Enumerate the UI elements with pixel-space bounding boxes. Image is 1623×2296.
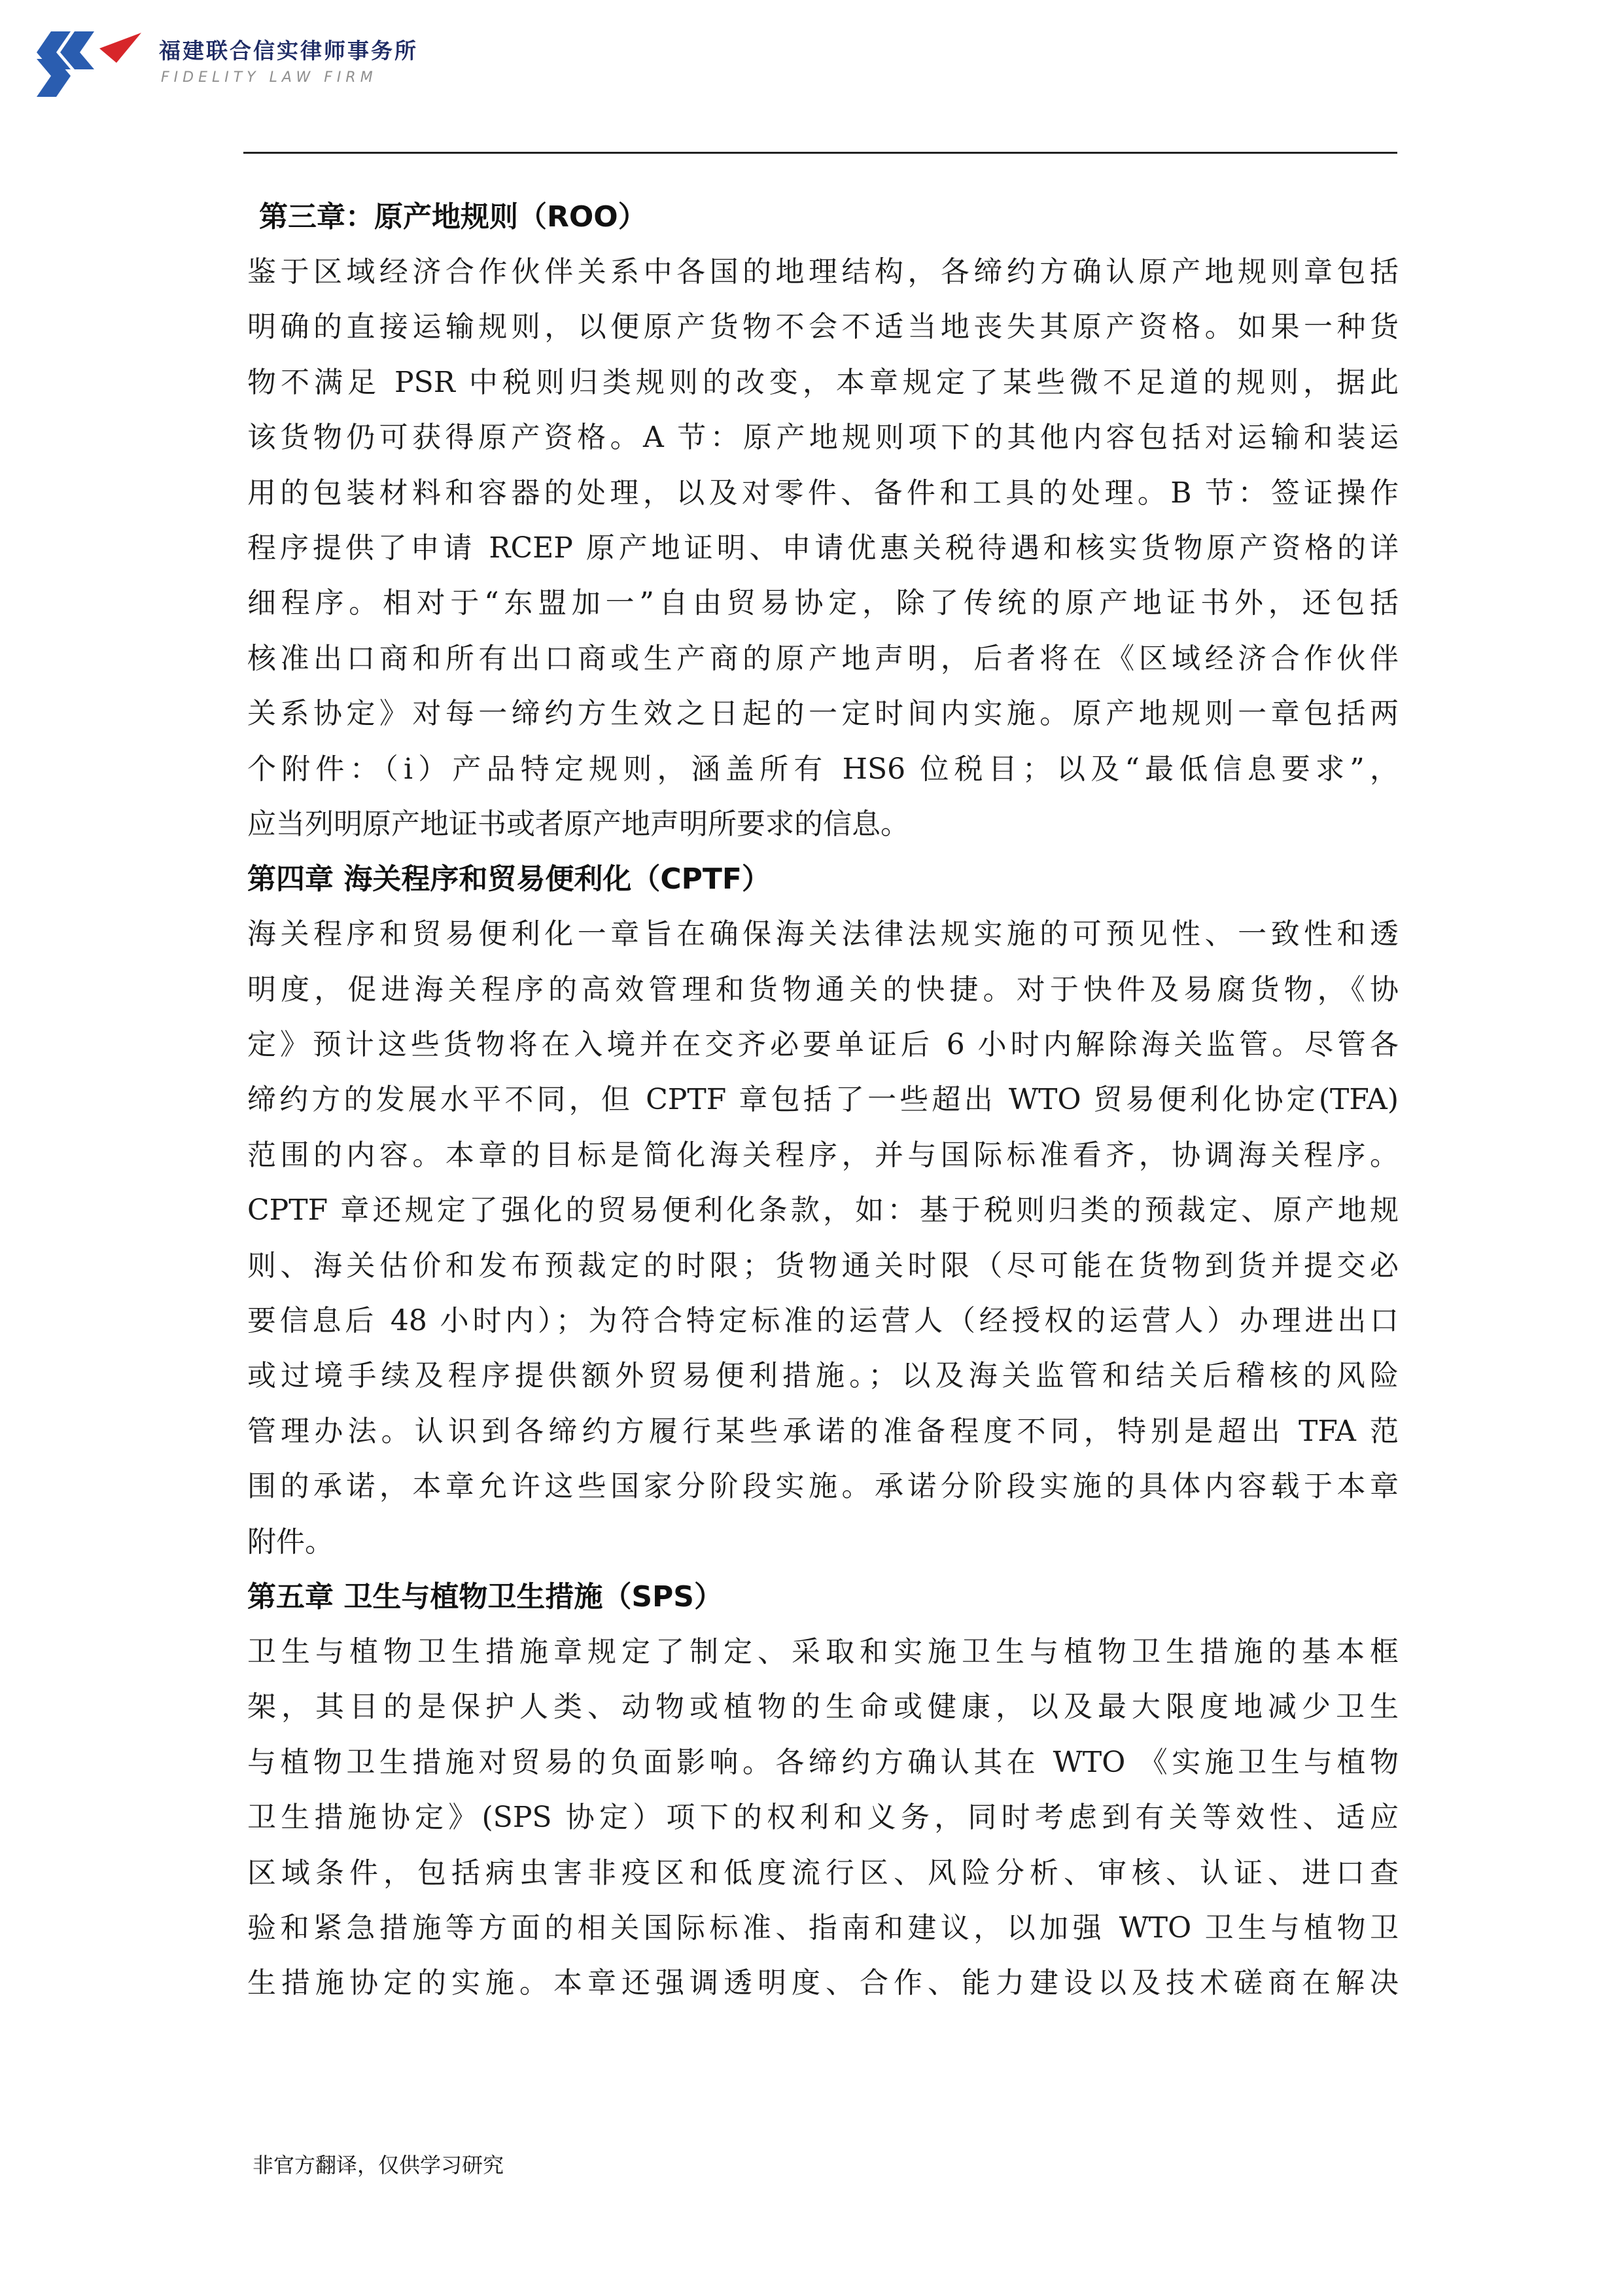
paragraph-line: 与植物卫生措施对贸易的负面影响。各缔约方确认其在 WTO 《实施卫生与植物 (247, 1745, 1399, 1779)
header-divider (243, 152, 1397, 154)
chapter-3-heading: 第三章：原产地规则（ROO） (259, 200, 647, 234)
paragraph-line: 海关程序和贸易便利化一章旨在确保海关法律法规实施的可预见性、一致性和透 (247, 917, 1399, 951)
paragraph-line: 生措施协定的实施。本章还强调透明度、合作、能力建设以及技术磋商在解决 (247, 1966, 1399, 2000)
paragraph-line: 卫生措施协定》(SPS 协定）项下的权利和义务，同时考虑到有关等效性、适应 (247, 1801, 1399, 1835)
paragraph-line: 或过境手续及程序提供额外贸易便利措施。；以及海关监管和结关后稽核的风险 (247, 1359, 1399, 1393)
paragraph-line: 物不满足 PSR 中税则归类规则的改变，本章规定了某些微不足道的规则，据此 (247, 365, 1399, 399)
paragraph-line: 核准出口商和所有出口商或生产商的原产地声明，后者将在《区域经济合作伙伴 (247, 641, 1399, 675)
paragraph-line: 则、海关估价和发布预裁定的时限；货物通关时限（尽可能在货物到货并提交必 (247, 1248, 1399, 1282)
paragraph-line: 缔约方的发展水平不同，但 CPTF 章包括了一些超出 WTO 贸易便利化协定(TFA) (247, 1083, 1399, 1117)
paragraph-line: 程序提供了申请 RCEP 原产地证明、申请优惠关税待遇和核实货物原产资格的详 (247, 531, 1399, 565)
footer-note: 非官方翻译，仅供学习研究 (253, 2153, 504, 2178)
letterhead (31, 29, 489, 101)
paragraph-line: 鉴于区域经济合作伙伴关系中各国的地理结构，各缔约方确认原产地规则章包括 (247, 255, 1399, 289)
paragraph-line: 管理办法。认识到各缔约方履行某些承诺的准备程度不同，特别是超出 TFA 范 (247, 1414, 1399, 1448)
paragraph-line: 区域条件，包括病虫害非疫区和低度流行区、风险分析、审核、认证、进口查 (247, 1856, 1399, 1890)
chapter-3-paragraph (247, 245, 1399, 852)
chapter-4-paragraph (247, 907, 1399, 1570)
paragraph-line: 明确的直接运输规则，以便原产货物不会不适当地丧失其原产资格。如果一种货 (247, 310, 1399, 344)
chapter-5-paragraph (247, 1625, 1399, 2011)
paragraph-line: 明度，促进海关程序的高效管理和货物通关的快捷。对于快件及易腐货物，《协 (247, 972, 1399, 1006)
paragraph-line: 附件。 (247, 1525, 334, 1559)
paragraph-line: 验和紧急措施等方面的相关国际标准、指南和建议，以加强 WTO 卫生与植物卫 (247, 1911, 1399, 1945)
paragraph-line: 定》预计这些货物将在入境并在交齐必要单证后 6 小时内解除海关监管。尽管各 (247, 1028, 1399, 1062)
document-body (247, 190, 1399, 2011)
paragraph-line: 关系协定》对每一缔约方生效之日起的一定时间内实施。原产地规则一章包括两 (247, 697, 1399, 731)
chapter-5-heading: 第五章 卫生与植物卫生措施（SPS） (247, 1580, 723, 1614)
paragraph-line: 应当列明原产地证书或者原产地声明所要求的信息。 (247, 807, 909, 841)
paragraph-line: 细程序。相对于“东盟加一”自由贸易协定，除了传统的原产地证书外，还包括 (247, 586, 1399, 620)
fidelity-logo-icon (31, 29, 143, 101)
paragraph-line: 架，其目的是保护人类、动物或植物的生命或健康，以及最大限度地减少卫生 (247, 1690, 1399, 1724)
paragraph-line: 范围的内容。本章的目标是简化海关程序，并与国际标准看齐，协调海关程序。 (247, 1138, 1399, 1172)
paragraph-line: 围的承诺，本章允许这些国家分阶段实施。承诺分阶段实施的具体内容载于本章 (247, 1470, 1399, 1504)
paragraph-line: CPTF 章还规定了强化的贸易便利化条款，如：基于税则归类的预裁定、原产地规 (247, 1193, 1399, 1227)
chapter-4-heading: 第四章 海关程序和贸易便利化（CPTF） (247, 862, 771, 896)
paragraph-line: 个附件：（i）产品特定规则，涵盖所有 HS6 位税目；以及“最低信息要求”， (247, 752, 1399, 786)
firm-name-en: FIDELITY LAW FIRM (161, 69, 377, 86)
firm-name-cn: 福建联合信实律师事务所 (159, 38, 418, 63)
paragraph-line: 要信息后 48 小时内）；为符合特定标准的运营人（经授权的运营人）办理进出口 (247, 1304, 1399, 1338)
paragraph-line: 卫生与植物卫生措施章规定了制定、采取和实施卫生与植物卫生措施的基本框 (247, 1634, 1399, 1669)
paragraph-line: 用的包装材料和容器的处理，以及对零件、备件和工具的处理。B 节：签证操作 (247, 476, 1399, 510)
paragraph-line: 该货物仍可获得原产资格。A 节：原产地规则项下的其他内容包括对运输和装运 (247, 421, 1399, 455)
